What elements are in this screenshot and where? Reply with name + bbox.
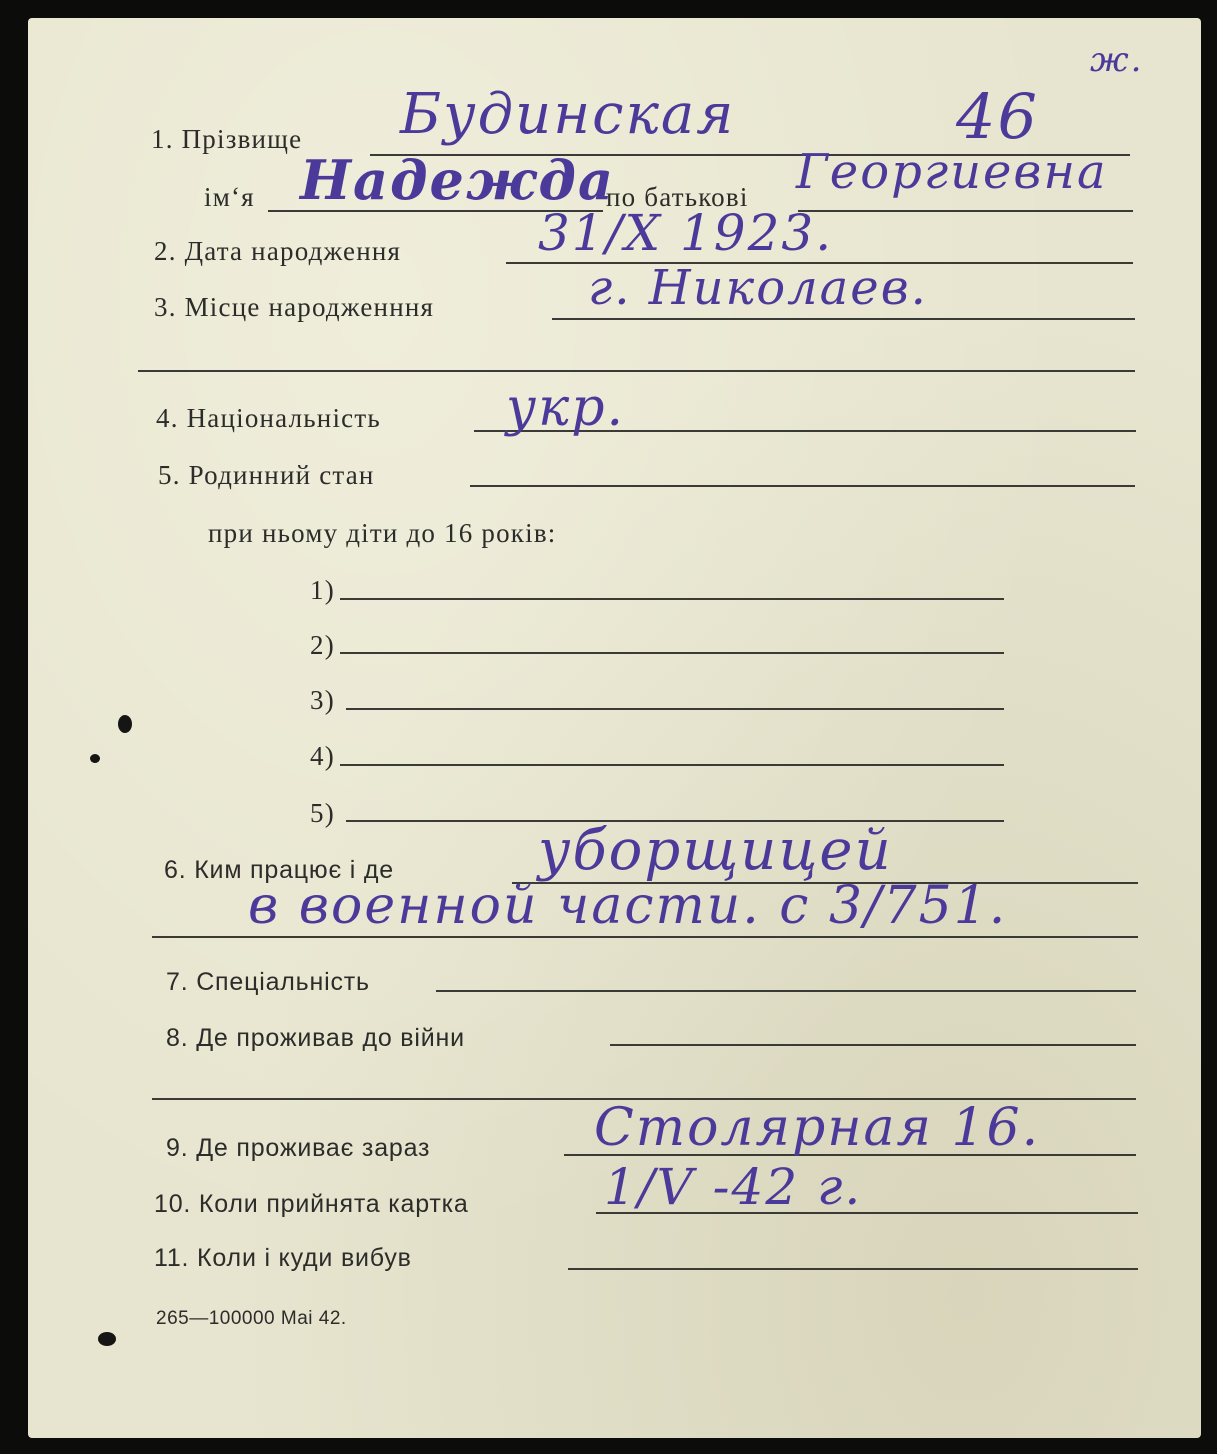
label-birth-date: 2. Дата народження [154, 236, 402, 266]
line-work-2 [152, 936, 1138, 938]
hw-work-line1: уборщицей [538, 818, 893, 883]
label-prewar-residence: 8. Де проживав до війни [166, 1024, 465, 1052]
hw-surname: Будинская [400, 82, 736, 147]
line-child-3 [346, 708, 1004, 710]
hw-first-name: Надежда [300, 148, 615, 212]
label-child-3: 3) [310, 685, 335, 715]
label-work: 6. Ким працює і де [164, 856, 394, 884]
label-surname: 1. Прізвище [151, 124, 303, 154]
registration-card [28, 18, 1201, 1438]
label-marital-status: 5. Родинний стан [158, 460, 375, 490]
label-specialty: 7. Спеціальність [166, 968, 370, 996]
label-child-2: 2) [310, 630, 335, 660]
punch-hole-small [90, 754, 100, 763]
hw-card-date: 1/V -42 г. [604, 1158, 863, 1216]
hw-birth-date: 31/X 1923. [538, 204, 834, 262]
label-children: при ньому діти до 16 років: [208, 518, 557, 548]
line-specialty [436, 990, 1136, 992]
hw-mark-number: 46 [956, 80, 1039, 153]
label-child-5: 5) [310, 798, 335, 828]
label-nationality: 4. Національність [156, 403, 381, 433]
hw-current-address: Столярная 16. [594, 1098, 1041, 1158]
hw-mark-suffix: ж. [1090, 40, 1144, 80]
label-child-1: 1) [310, 575, 335, 605]
line-birth-place [552, 318, 1135, 320]
label-card-accepted: 10. Коли прийнята картка [154, 1190, 469, 1218]
hw-birth-place: г. Николаев. [588, 260, 928, 316]
line-child-1 [340, 598, 1004, 600]
hw-patronymic: Георгиевна [796, 144, 1108, 200]
label-birth-place: 3. Місце народженння [154, 292, 435, 322]
line-child-4 [340, 764, 1004, 766]
line-birth-place-2 [138, 370, 1135, 372]
line-patronymic [798, 210, 1133, 212]
label-current-residence: 9. Де проживає зараз [166, 1134, 431, 1162]
hw-work-line2: в военной части. с 3/751. [248, 876, 1008, 936]
line-marital-status [470, 485, 1135, 487]
punch-hole-bottom [98, 1332, 116, 1346]
line-departure [568, 1268, 1138, 1270]
line-prewar-residence [610, 1044, 1136, 1046]
line-child-2 [340, 652, 1004, 654]
label-patronymic: по батькові [606, 182, 749, 212]
hw-nationality: укр. [506, 378, 626, 438]
punch-hole-top [118, 715, 132, 733]
label-child-4: 4) [310, 741, 335, 771]
label-name: ім‘я [204, 182, 255, 212]
label-departure: 11. Коли і куди вибув [154, 1244, 412, 1272]
print-code: 265—100000 Mai 42. [156, 1308, 347, 1329]
